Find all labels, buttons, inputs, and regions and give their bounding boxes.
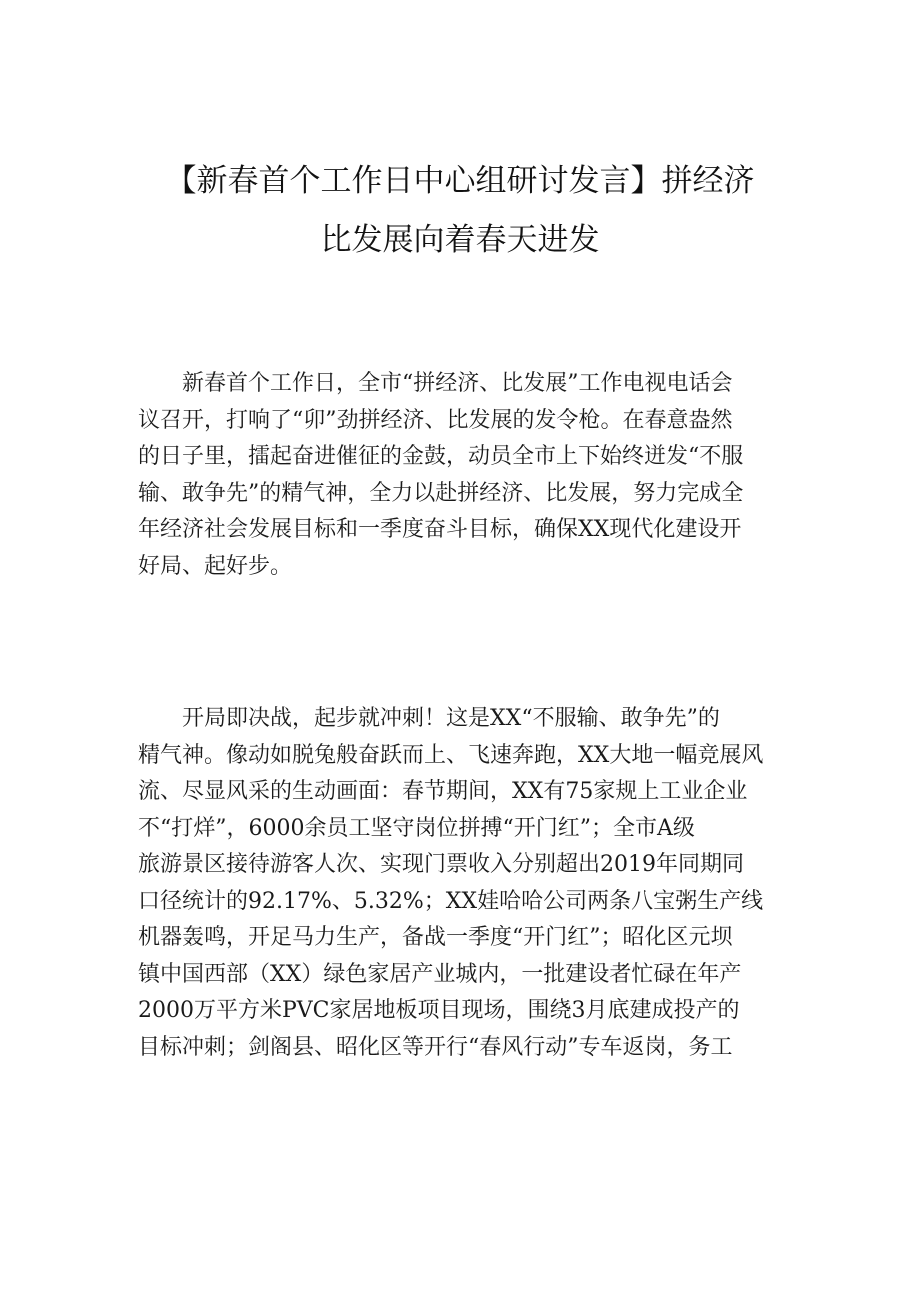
text-line: 议召开，打响了“卯”劲拼经济、比发展的发令枪。在春意盎然 [138, 407, 733, 433]
text-line: 口径统计的92.17%、5.32%；XX娃哈哈公司两条八宝粥生产线 [138, 888, 764, 914]
text-line: 目标冲刺；剑阁县、昭化区等开行“春风行动”专车返岗，务工 [138, 1034, 733, 1060]
text-line: 镇中国西部（XX）绿色家居产业城内，一批建设者忙碌在年产 [138, 961, 742, 987]
text-line: 旅游景区接待游客人次、实现门票收入分别超出2019年同期同 [138, 852, 744, 877]
title-line: 比发展向着春天进发 [320, 222, 600, 258]
text-line: 好局、起好步。 [138, 553, 293, 579]
text-line: 精气神。像动如脱兔般奋跃而上、飞速奔跑，XX大地一幅竞展风 [138, 742, 764, 768]
text-line: 流、尽显风采的生动画面：春节期间，XX有75家规上工业企业 [138, 779, 748, 804]
paragraph-1 [138, 366, 788, 585]
text-line: 年经济社会发展目标和一季度奋斗目标，确保XX现代化建设开 [138, 517, 742, 542]
title-line: 【新春首个工作日中心组研讨发言】拼经济 [165, 163, 755, 199]
text-line: 输、敢争先”的精气神，全力以赴拼经济、比发展，努力完成全 [138, 480, 744, 506]
text-line: 的日子里，擂起奋进催征的金鼓，动员全市上下始终迸发“不服 [138, 444, 744, 469]
text-line: 开局即决战，起步就冲刺！这是XX“不服输、敢争先”的 [138, 706, 720, 731]
text-line: 机器轰鸣，开足马力生产，备战一季度“开门红”；昭化区元坝 [138, 925, 733, 950]
text-line: 新春首个工作日，全市“拼经济、比发展”工作电视电话会 [138, 371, 733, 396]
paragraph-2 [138, 701, 788, 1066]
text-line: 不“打烊”，6000余员工坚守岗位拼搏“开门红”；全市A级 [138, 815, 695, 841]
text-line: 2000万平方米PVC家居地板项目现场，围绕3月底建成投产的 [138, 998, 740, 1023]
document-title [120, 152, 800, 270]
